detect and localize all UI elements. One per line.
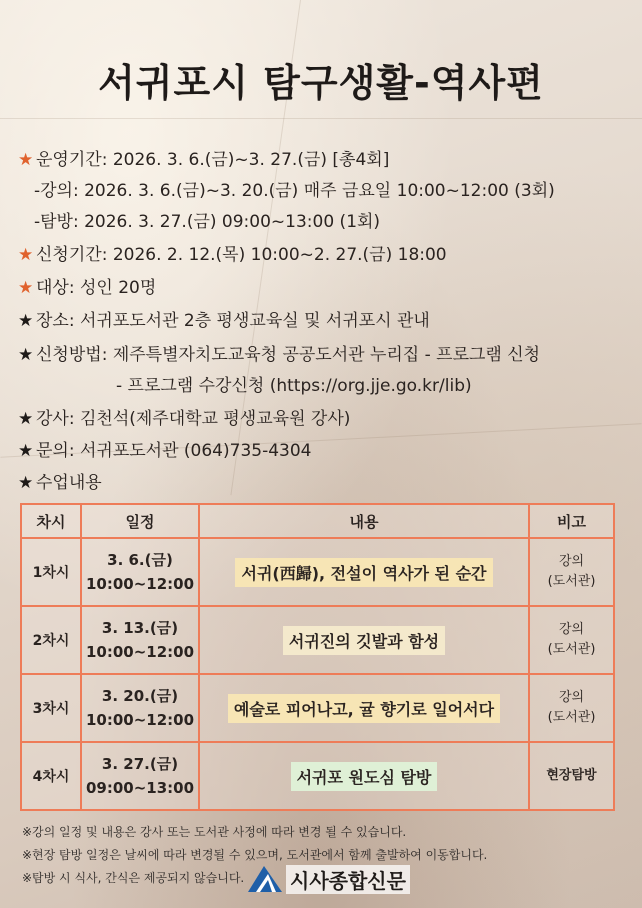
note-type: 강의: [558, 690, 585, 705]
content-text: 서귀포 원도심 탐방: [291, 762, 438, 791]
note-type: 강의: [558, 554, 585, 569]
round-cell: 3차시: [21, 674, 81, 742]
footnote-3: ※탐방 시 식사, 간식은 제공되지 않습니다.: [22, 871, 245, 885]
info-place: [18, 306, 430, 331]
header-content: 내용: [199, 504, 529, 538]
newspaper-logo-icon: [246, 864, 284, 894]
info-lecture: -강의: 2026. 3. 6.(금)~3. 20.(금) 매주 금요일 10:00~12:00 (3회): [34, 181, 555, 201]
content-cell: [199, 606, 529, 674]
footnote-2: ※현장 탐방 일정은 날씨에 따라 변경될 수 있으며, 도서관에서 함께 출발하여 이동합니다.: [22, 848, 488, 862]
schedule-cell: [81, 538, 199, 606]
table-row: [21, 742, 614, 810]
star-icon: ★: [18, 278, 34, 298]
poster-title: 서귀포시 탐구생활-역사편: [98, 61, 544, 105]
time-text: 09:00~13:00: [85, 779, 195, 797]
content-cell: [199, 674, 529, 742]
header-schedule: 일정: [81, 504, 199, 538]
note-cell: [529, 742, 614, 810]
table-row: [21, 674, 614, 742]
date-text: 3. 27.(금): [101, 755, 179, 773]
content-cell: [199, 538, 529, 606]
info-method-cont: - 프로그램 수강신청 (https://org.jje.go.kr/lib): [116, 376, 472, 396]
schedule-cell: [81, 674, 199, 742]
newspaper-logo: [246, 862, 410, 896]
info-curriculum: [18, 468, 102, 493]
content-text: 예술로 피어나고, 귤 향기로 일어서다: [228, 694, 500, 723]
info-method: [18, 340, 540, 365]
time-text: 10:00~12:00: [85, 711, 195, 729]
instructor-text: 강사: 김천석(제주대학교 평생교육원 강사): [36, 409, 351, 429]
header-note: 비고: [529, 504, 614, 538]
schedule-cell: [81, 742, 199, 810]
content-text: 서귀(西歸), 전설이 역사가 된 순간: [235, 558, 492, 587]
apply-period-text: 신청기간: 2026. 2. 12.(목) 10:00~2. 27.(금) 18:00: [36, 245, 447, 265]
info-period: [18, 145, 389, 170]
target-text: 대상: 성인 20명: [36, 278, 157, 298]
date-text: 3. 20.(금): [101, 687, 179, 705]
content-cell: [199, 742, 529, 810]
note-cell: [529, 538, 614, 606]
newspaper-logo-text: 시사종합신문: [286, 865, 410, 894]
note-location: (도서관): [547, 710, 596, 725]
note-location: (도서관): [547, 574, 596, 589]
star-icon: ★: [18, 345, 34, 365]
info-instructor: [18, 404, 350, 429]
info-apply-period: [18, 240, 447, 265]
date-text: 3. 13.(금): [101, 619, 179, 637]
star-icon: ★: [18, 311, 34, 331]
star-icon: ★: [18, 473, 34, 493]
date-text: 3. 6.(금): [107, 551, 173, 569]
schedule-table: [20, 503, 615, 811]
star-icon: ★: [18, 409, 34, 429]
time-text: 10:00~12:00: [85, 643, 195, 661]
contact-text: 문의: 서귀포도서관 (064)735-4304: [36, 441, 312, 461]
note-location: (도서관): [547, 642, 596, 657]
note-cell: [529, 674, 614, 742]
star-icon: ★: [18, 441, 34, 461]
note-type: 강의: [558, 622, 585, 637]
header-round: 차시: [21, 504, 81, 538]
info-target: [18, 273, 156, 298]
time-text: 10:00~12:00: [85, 575, 195, 593]
round-cell: 2차시: [21, 606, 81, 674]
place-text: 장소: 서귀포도서관 2층 평생교육실 및 서귀포시 관내: [36, 311, 430, 331]
table-row: [21, 606, 614, 674]
curriculum-text: 수업내용: [36, 473, 102, 493]
method-text: 신청방법: 제주특별자치도교육청 공공도서관 누리집 - 프로그램 신청: [36, 345, 541, 365]
footnote-1: ※강의 일정 및 내용은 강사 또는 도서관 사정에 따라 변경 될 수 있습니다.: [22, 825, 407, 839]
note-cell: [529, 606, 614, 674]
content-text: 서귀진의 깃발과 함성: [283, 626, 445, 655]
star-icon: ★: [18, 150, 34, 170]
table-row: [21, 538, 614, 606]
paper-crease: [0, 118, 642, 119]
table-header-row: [21, 504, 614, 538]
schedule-cell: [81, 606, 199, 674]
star-icon: ★: [18, 245, 34, 265]
period-text: 운영기간: 2026. 3. 6.(금)~3. 27.(금) [총4회]: [36, 150, 390, 170]
note-type: 현장탐방: [546, 768, 597, 783]
info-tour: -탐방: 2026. 3. 27.(금) 09:00~13:00 (1회): [34, 212, 381, 232]
round-cell: 1차시: [21, 538, 81, 606]
info-contact: [18, 436, 311, 461]
round-cell: 4차시: [21, 742, 81, 810]
